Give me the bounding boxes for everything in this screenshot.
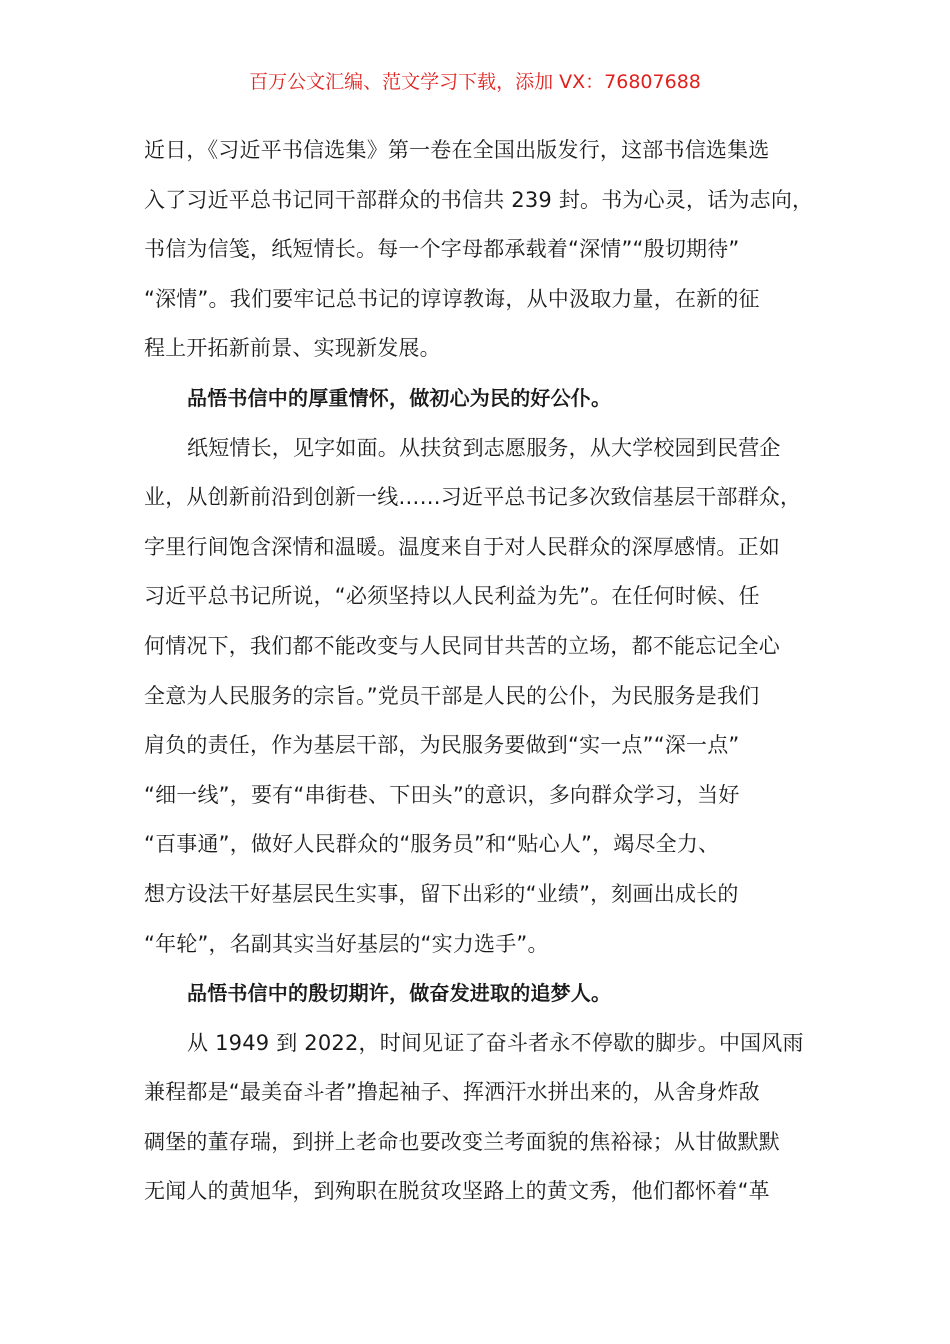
paragraph-line: 纸短情长，见字如面。从扶贫到志愿服务，从大学校园到民营企: [187, 435, 781, 460]
paragraph-line: 近日，《习近平书信选集》第一卷在全国出版发行，这部书信选集选: [144, 138, 770, 162]
paragraph-line: 碉堡的董存瑞，到拼上老命也要改变兰考面貌的焦裕禄；从甘做默默: [144, 1129, 780, 1154]
paragraph-line: “细一线”，要有“串街巷、下田头”的意识，多向群众学习，当好: [144, 782, 740, 807]
paragraph-line: 全意为人民服务的宗旨。”党员干部是人民的公仆，为民服务是我们: [144, 683, 760, 708]
paragraph-line: “年轮”，名副其实当好基层的“实力选手”。: [144, 931, 549, 956]
paragraph-line: 习近平总书记所说，“必须坚持以人民利益为先”。在任何时候、任: [144, 584, 760, 609]
paragraph-line: 入了习近平总书记同干部群众的书信共 239 封。书为心灵，话为志向，: [144, 187, 814, 212]
paragraph-line: “深情”。我们要牢记总书记的谆谆教诲，从中汲取力量，在新的征: [144, 286, 760, 311]
paragraph-line: 无闻人的黄旭华，到殉职在脱贫攻坚路上的黄文秀，他们都怀着“革: [144, 1179, 770, 1204]
paragraph-line: 何情况下，我们都不能改变与人民同甘共苦的立场，都不能忘记全心: [144, 633, 780, 658]
section-heading: 品悟书信中的殷切期许，做奋发进取的追梦人。: [187, 981, 612, 1006]
section-heading: 品悟书信中的厚重情怀，做初心为民的好公仆。: [187, 385, 612, 410]
document-body: [144, 126, 816, 1217]
paragraph-line: 从 1949 到 2022，时间见证了奋斗者永不停歇的脚步。中国风雨: [187, 1030, 804, 1055]
header-watermark-text: 百万公文汇编、范文学习下载，添加 VX：76807688: [249, 71, 701, 93]
paragraph-line: 兼程都是“最美奋斗者”撸起袖子、挥洒汗水拼出来的，从舍身炸敌: [144, 1080, 760, 1105]
paragraph-line: “百事通”，做好人民群众的“服务员”和“贴心人”，竭尽全力、: [144, 832, 720, 857]
paragraph-line: 肩负的责任，作为基层干部，为民服务要做到“实一点”“深一点”: [144, 733, 740, 758]
paragraph-line: 业，从创新前沿到创新一线……习近平总书记多次致信基层干部群众，: [144, 485, 802, 510]
paragraph-line: 字里行间饱含深情和温暖。温度来自于对人民群众的深厚感情。正如: [144, 534, 780, 559]
paragraph-line: 书信为信笺，纸短情长。每一个字母都承载着“深情”“殷切期待”: [144, 237, 740, 262]
paragraph-line: 程上开拓新前景、实现新发展。: [144, 336, 441, 361]
paragraph-line: 想方设法干好基层民生实事，留下出彩的“业绩”，刻画出成长的: [144, 881, 739, 906]
